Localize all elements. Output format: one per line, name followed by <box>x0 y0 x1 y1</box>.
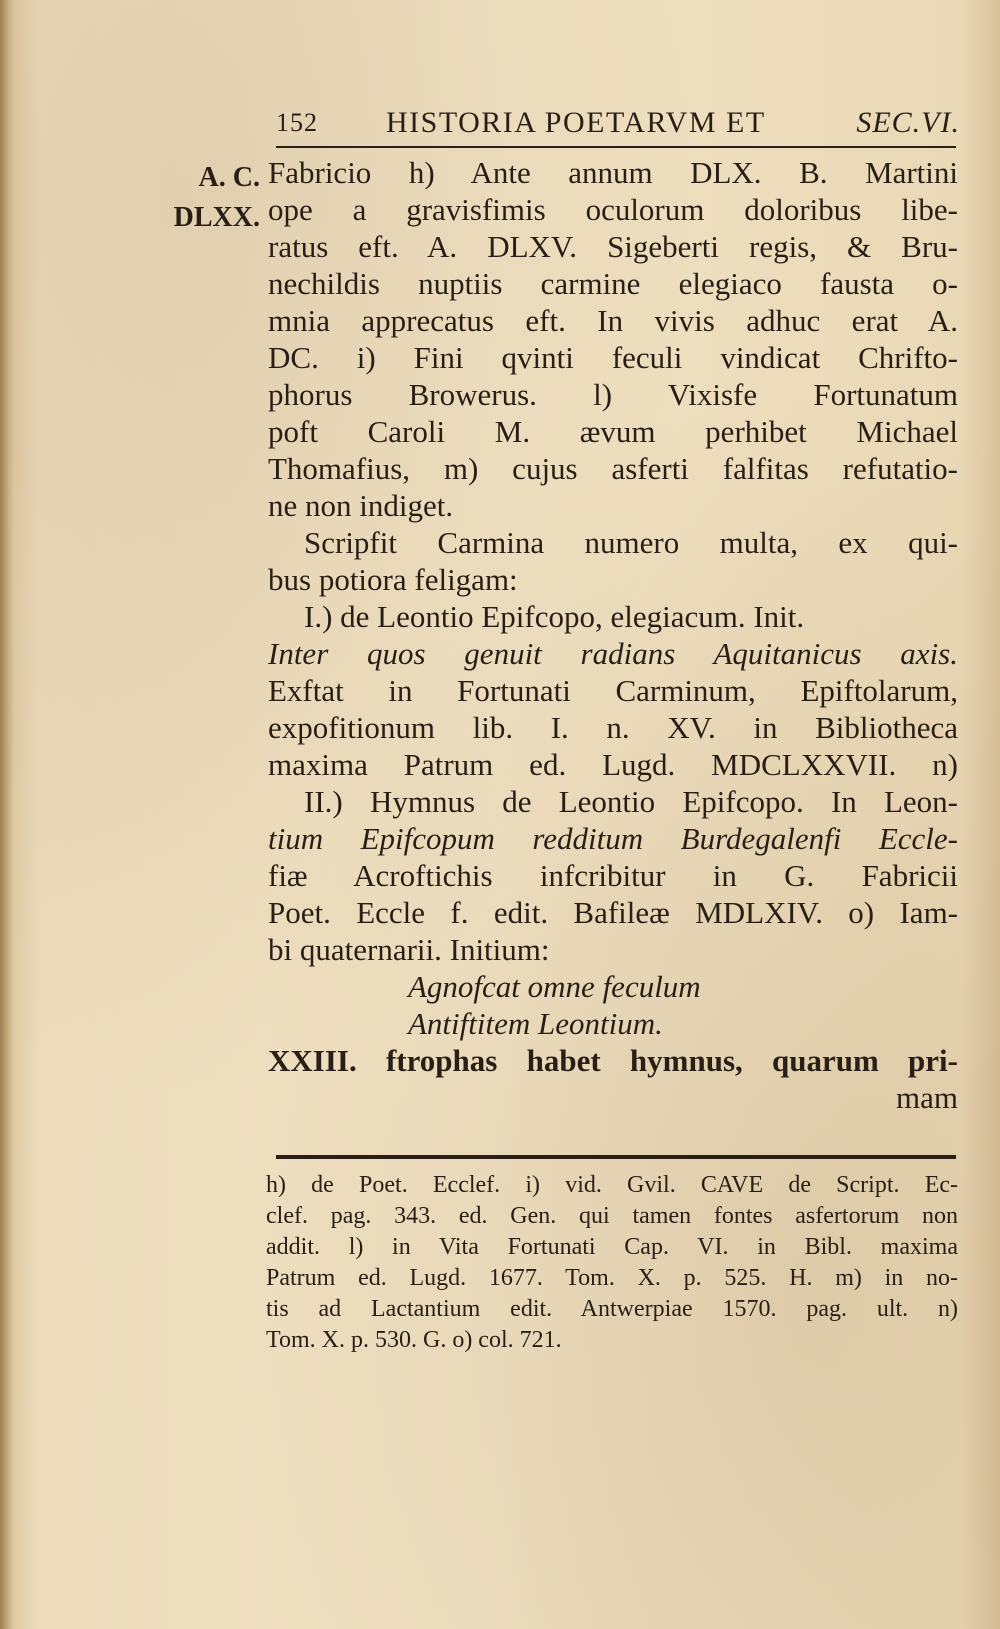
text-line: I.) de Leontio Epifcopo, elegiacum. Init. <box>304 599 805 634</box>
running-header <box>276 102 960 142</box>
footnote-line: Patrum ed. Lugd. 1677. Tom. X. p. 525. H. m) in no- <box>266 1265 958 1291</box>
main-text <box>268 154 958 1116</box>
text-line: XXIII. ftrophas habet hymnus, quarum pri- <box>268 1043 958 1078</box>
margin-note-line: DLXX. <box>173 202 260 233</box>
text-line: DC. i) Fini qvinti feculi vindicat Chrifto- <box>268 340 958 375</box>
text-line: Scripfit Carmina numero multa, ex qui- <box>304 525 958 560</box>
text-line: ratus eft. A. DLXV. Sigeberti regis, & Bru- <box>268 229 958 264</box>
running-title: HISTORIA POETARVM ET <box>386 106 766 139</box>
verse-line: Agnofcat omne feculum <box>408 969 701 1004</box>
footnote-line: addit. l) in Vita Fortunati Cap. VI. in Bibl. maxima <box>266 1234 958 1260</box>
text-line: Thomafius, m) cujus asferti falfitas refutatio- <box>268 451 958 486</box>
margin-note <box>140 158 260 238</box>
text-line: Exftat in Fortunati Carminum, Epiftolarum, <box>268 673 958 708</box>
page-number: 152 <box>276 108 318 137</box>
text-line: mnia apprecatus eft. In vivis adhuc erat A. <box>268 303 958 338</box>
footnote-rule <box>276 1155 956 1159</box>
text-line: expofitionum lib. I. n. XV. in Bibliotheca <box>268 710 958 745</box>
margin-note-line: A. C. <box>198 162 260 193</box>
text-line: nechildis nuptiis carmine elegiaco fausta o- <box>268 266 958 301</box>
text-line: phorus Browerus. l) Vixisfe Fortunatum <box>268 377 958 412</box>
text-line: bi quaternarii. Initium: <box>268 932 550 967</box>
text-line: ne non indiget. <box>268 488 454 523</box>
text-line: Fabricio h) Ante annum DLX. B. Martini <box>268 155 958 190</box>
footnote-line: Tom. X. p. 530. G. o) col. 721. <box>266 1327 562 1353</box>
footnotes <box>266 1170 958 1356</box>
verse-line: Antiftitem Leontium. <box>408 1006 663 1041</box>
section-label: SEC.VI. <box>856 106 960 139</box>
header-rule <box>276 146 956 148</box>
text-line: poft Caroli M. ævum perhibet Michael <box>268 414 958 449</box>
text-line: Inter quos genuit radians Aquitanicus axis. <box>268 636 958 671</box>
text-line: fiæ Acroftichis infcribitur in G. Fabricii <box>268 858 958 893</box>
footnote-line: tis ad Lactantium edit. Antwerpiae 1570. pag. ult. n) <box>266 1296 958 1322</box>
text-line: bus potiora feligam: <box>268 562 518 597</box>
catchword: mam <box>896 1080 958 1115</box>
text-line: maxima Patrum ed. Lugd. MDCLXXVII. n) <box>268 747 958 782</box>
page-gutter-shadow <box>0 0 14 1629</box>
footnote-line: clef. pag. 343. ed. Gen. qui tamen fontes asfertorum non <box>266 1203 958 1229</box>
footnote-line: h) de Poet. Ecclef. i) vid. Gvil. CAVE de Script. Ec- <box>266 1172 958 1198</box>
text-line: tium Epifcopum redditum Burdegalenfi Eccle- <box>268 821 958 856</box>
text-line: II.) Hymnus de Leontio Epifcopo. In Leon- <box>304 784 958 819</box>
text-line: ope a gravisfimis oculorum doloribus libe- <box>268 192 958 227</box>
text-line: Poet. Eccle f. edit. Bafileæ MDLXIV. o) Iam- <box>268 895 958 930</box>
